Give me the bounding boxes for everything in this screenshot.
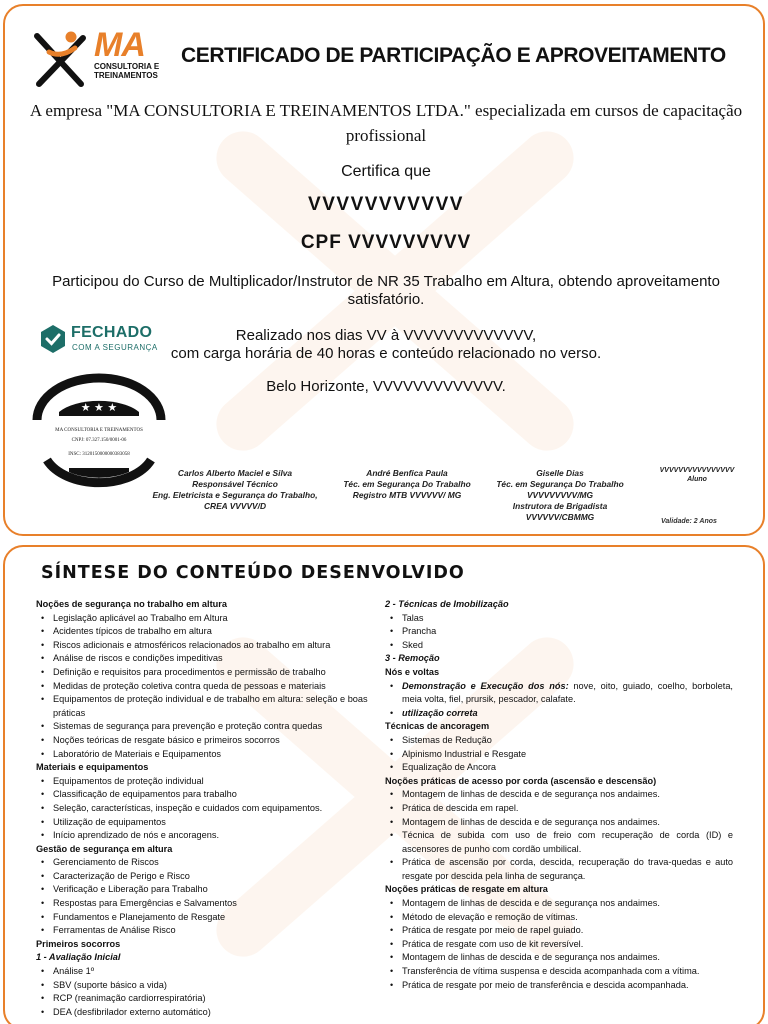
company-logo	[31, 26, 171, 90]
logo-text	[94, 28, 159, 80]
section-list	[385, 680, 733, 721]
participant-name: VVVVVVVVVVV	[308, 194, 464, 215]
signature-line: Responsável Técnico	[192, 479, 278, 489]
list-item: • Prática de resgate por meio de transferência e descida acompanhada.	[385, 979, 733, 993]
section-heading: Gestão de segurança em altura	[36, 843, 173, 854]
signature-line: Eng. Eletricista e Segurança do Trabalho,	[152, 490, 318, 500]
list-item: • Equipamentos de proteção individual	[36, 775, 380, 789]
section-heading: Técnicas de ancoragem	[385, 721, 490, 732]
signature-line: Téc. em Segurança Do Trabalho	[343, 479, 471, 489]
certificate-title: CERTIFICADO DE PARTICIPAÇÃO E APROVEITAMENTO	[181, 44, 726, 67]
logo-figure-icon	[31, 28, 95, 90]
signature-line: VVVVVVVVV/MG	[526, 490, 594, 500]
list-item: • Alpinismo Industrial e Resgate	[385, 748, 733, 762]
list-item-text: nove, oito, guiado, coelho, borboleta, meia volta, fiel, prursik, pescador, calafate.	[402, 680, 733, 705]
list-item: • Ferramentas de Análise Risco	[36, 924, 380, 938]
list-item: • Prática de ascensão por corda, descida, recuperação do trava-quedas e auto resgate por descida pela linha de segurança.	[385, 856, 733, 883]
list-item-emphasis: Demonstração e Execução dos nós:	[402, 680, 569, 691]
section-subheading: 2 - Técnicas de Imobilização	[385, 599, 509, 609]
list-item: • Verificação e Liberação para Trabalho	[36, 883, 380, 897]
signature-line: CREA VVVVV/D	[203, 501, 267, 511]
signature-line: Aluno	[687, 476, 707, 483]
fechado-label: FECHADO	[71, 324, 153, 341]
list-item: • Sistemas de Redução	[385, 734, 733, 748]
list-item: • Medidas de proteção coletiva contra queda de pessoas e materiais	[36, 680, 380, 694]
signature-line: Instrutora de Brigadista	[512, 501, 608, 511]
section-heading: Primeiros socorros	[36, 938, 121, 949]
list-item: • Fundamentos e Planejamento de Resgate	[36, 911, 380, 925]
syllabus-left-column	[36, 598, 380, 1019]
signature-line: Giselle Dias	[536, 468, 584, 478]
list-item	[385, 707, 733, 721]
list-item: • Seleção, características, inspeção e cuidados com equipamentos.	[36, 802, 380, 816]
list-item: • Definição e requisitos para procedimentos e permissão de trabalho	[36, 666, 380, 680]
list-item: • Laboratório de Materiais e Equipamentos	[36, 748, 380, 762]
certifica-text: Certifica que	[341, 163, 431, 180]
location-date: Belo Horizonte, VVVVVVVVVVVVV.	[266, 378, 506, 395]
course-statement: Participou do Curso de Multiplicador/Instrutor de NR 35 Trabalho em Altura, obtendo aproveitamento satisfatório.	[52, 273, 720, 308]
section-list	[385, 734, 733, 775]
list-item: • Método de elevação e remoção de vítimas.	[385, 911, 733, 925]
signature-line: VVVVVVVVVVVVVVVV	[659, 467, 735, 474]
list-item: • Classificação de equipamentos para trabalho	[36, 788, 380, 802]
fechado-sub: COM A SEGURANÇA	[72, 343, 158, 352]
list-item: • Montagem de linhas de descida e de segurança nos andaimes.	[385, 951, 733, 965]
signature-block-instrutora	[485, 468, 635, 523]
list-item: • DEA (desfibrilador externo automático)	[36, 1006, 380, 1020]
stamp-company: MA CONSULTORIA E TREINAMENTOS	[55, 428, 143, 433]
section-list	[36, 775, 380, 843]
list-item: • Montagem de linhas de descida e de segurança nos andaimes.	[385, 788, 733, 802]
list-item: • Acidentes típicos de trabalho em altura	[36, 625, 380, 639]
list-item: • Prancha	[385, 625, 733, 639]
list-item: • Análise 1º	[36, 965, 380, 979]
section-heading: Materiais e equipamentos	[36, 762, 149, 773]
stamp-insc: INSC: 3120150000000383058	[68, 452, 130, 457]
svg-text:★ ★ ★: ★ ★ ★	[80, 475, 118, 488]
logo-brand: MA	[94, 26, 145, 64]
section-heading: Noções práticas de resgate em altura	[385, 884, 548, 895]
list-item: • RCP (reanimação cardiorrespiratória)	[36, 992, 380, 1006]
list-item: • Prática de resgate por meio de rapel guiado.	[385, 924, 733, 938]
section-heading: Noções práticas de acesso por corda (ascensão e descensão)	[385, 775, 657, 786]
signature-block-aluno	[639, 466, 755, 484]
svg-text:★ ★ ★: ★ ★ ★	[80, 401, 118, 414]
section-list	[36, 856, 380, 938]
list-item: • Transferência de vítima suspensa e descida acompanhada com a vítima.	[385, 965, 733, 979]
list-item: • Noções teóricas de resgate básico e primeiros socorros	[36, 734, 380, 748]
list-item: • Equipamentos de proteção individual e de trabalho em altura: seleção e boas práticas	[36, 693, 380, 720]
signature-line: Carlos Alberto Maciel e Silva	[177, 468, 293, 478]
list-item: • Sked	[385, 639, 733, 653]
syllabus-title: SÍNTESE DO CONTEÚDO DESENVOLVIDO	[41, 563, 465, 583]
list-item	[385, 680, 733, 707]
list-item: • Equalização de Ancora	[385, 761, 733, 775]
section-list	[385, 897, 733, 992]
syllabus-right-column	[385, 598, 733, 992]
logo-subtitle-2: TREINAMENTOS	[94, 71, 158, 80]
list-item: • Montagem de linhas de descida e de segurança nos andaimes.	[385, 897, 733, 911]
participant-cpf: CPF VVVVVVVVV	[300, 232, 472, 253]
section-list	[36, 612, 380, 762]
section-subheading: 3 - Remoção	[385, 653, 440, 664]
list-item: • Técnica de subida com uso de freio com recuperação de corda (ID) e ascensores de punho com cordão umbilical.	[385, 829, 733, 856]
list-item: • Análise de riscos e condições impeditivas	[36, 652, 380, 666]
section-heading: Noções de segurança no trabalho em altura	[36, 599, 227, 609]
section-list	[385, 788, 733, 883]
section-subheading: 1 - Avaliação Inicial	[36, 952, 121, 963]
signature-line: André Benfica Paula	[366, 468, 448, 478]
signature-line: Téc. em Segurança Do Trabalho	[496, 479, 624, 489]
list-item: • Prática de descida em rapel.	[385, 802, 733, 816]
signature-line: Registro MTB VVVVVV/ MG	[352, 490, 462, 500]
validity-note: Validade: 2 Anos	[661, 518, 717, 525]
list-item: • Caracterização de Perigo e Risco	[36, 870, 380, 884]
section-list	[385, 612, 733, 653]
syllabus-card	[3, 545, 765, 1024]
signature-block-responsavel	[145, 468, 325, 512]
logo-subtitle-1: CONSULTORIA E	[94, 62, 160, 71]
list-item: • Prática de resgate com uso de kit reversível.	[385, 938, 733, 952]
list-item: • Respostas para Emergências e Salvamentos	[36, 897, 380, 911]
list-item: • Riscos adicionais e atmosféricos relacionados ao trabalho em altura	[36, 639, 380, 653]
list-item: • Legislação aplicável ao Trabalho em Altura	[36, 612, 380, 626]
list-item: • Início aprendizado de nós e ancoragens.	[36, 829, 380, 843]
stamp-cnpj: CNPJ: 07.327.150/0001-06	[71, 438, 127, 443]
workload-line: com carga horária de 40 horas e conteúdo relacionado no verso.	[170, 345, 602, 362]
list-item-emphasis: utilização correta	[402, 707, 478, 718]
list-item: • Montagem de linhas de descida e de segurança nos andaimes.	[385, 816, 733, 830]
list-item: • SBV (suporte básico a vida)	[36, 979, 380, 993]
section-heading: Nós e voltas	[385, 666, 440, 677]
section-list	[36, 965, 380, 1019]
signature-line: VVVVVV/CBMMG	[525, 512, 595, 522]
list-item: • Utilização de equipamentos	[36, 816, 380, 830]
certificate-card	[3, 4, 765, 536]
list-item: • Gerenciamento de Riscos	[36, 856, 380, 870]
company-statement: A empresa "MA CONSULTORIA E TREINAMENTOS LTDA." especializada em cursos de capacitação profissional	[29, 101, 743, 145]
list-item: • Sistemas de segurança para prevenção e proteção contra quedas	[36, 720, 380, 734]
list-item: • Talas	[385, 612, 733, 626]
dates-line: Realizado nos dias VV à VVVVVVVVVVVVV,	[235, 327, 537, 344]
signature-block-tecnico	[327, 468, 487, 501]
